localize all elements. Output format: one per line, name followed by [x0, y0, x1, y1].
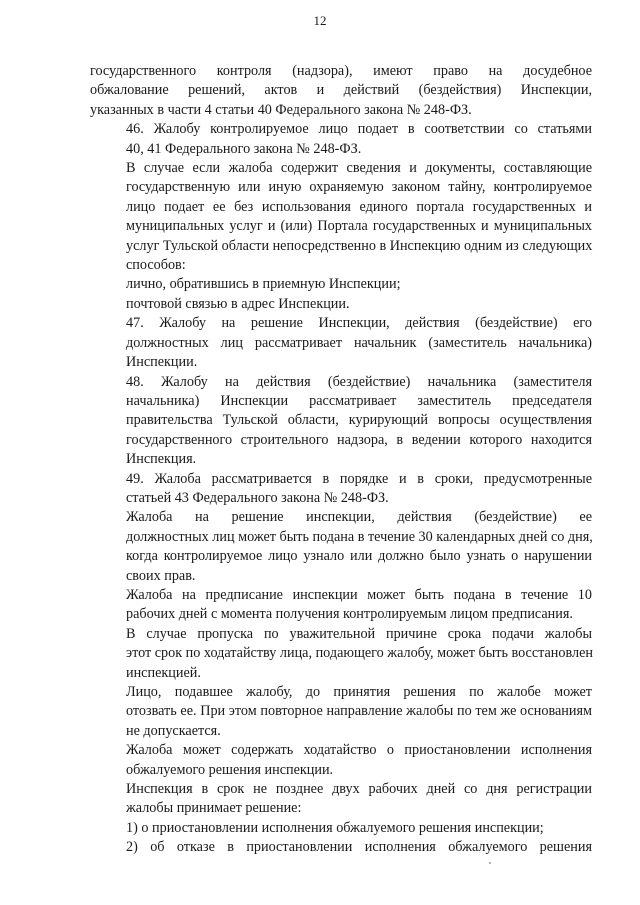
paragraph [90, 683, 592, 741]
text-line: 1) о приостановлении исполнения обжалуемого решения инспекции; [126, 819, 544, 836]
text-line: государственного контроля (надзора), имеют право на досудебное [90, 63, 592, 79]
paragraph [90, 275, 592, 294]
text-line: должностных лиц рассматривает начальник (заместитель начальника) [126, 334, 592, 351]
text-line: этот срок по ходатайству лица, подающего жалобу, может быть восстановлен [126, 645, 593, 662]
text-line: своих прав. [126, 567, 196, 584]
text-line: В случае если жалоба содержит сведения и документы, составляющие [126, 160, 592, 177]
paragraph [90, 373, 592, 470]
text-line: правительства Тульской области, курирующий вопросы осуществления [126, 412, 592, 429]
document-body [90, 62, 592, 858]
text-line: Жалоба на предписание инспекции может быть подана в течение 10 [126, 586, 592, 603]
text-line: лицо подает ее без использования единого портала государственных и [126, 198, 592, 215]
paragraph [90, 780, 592, 819]
text-line: почтовой связью в адрес Инспекции. [126, 295, 350, 312]
paragraph [90, 314, 592, 372]
text-line: Жалоба на решение инспекции, действия (бездействие) ее [126, 509, 592, 526]
scan-speck [489, 862, 491, 864]
text-line: Инспекция. [126, 451, 197, 468]
text-line: Инспекция в срок не позднее двух рабочих дней со дня регистрации [126, 781, 592, 798]
text-line: Инспекции. [126, 354, 198, 371]
text-line: 40, 41 Федерального закона № 248-ФЗ. [126, 140, 362, 157]
text-line: указанных в части 4 статьи 40 Федерального закона № 248-ФЗ. [90, 101, 472, 118]
paragraph [90, 741, 592, 780]
page-number: 12 [313, 13, 327, 28]
text-line: отозвать ее. При этом повторное направление жалобы по тем же основаниям [126, 703, 592, 720]
text-line: обжалуемого решения инспекции. [126, 761, 334, 778]
text-line: должностных лиц может быть подана в течение 30 календарных дней со дня, [126, 528, 593, 545]
text-line: государственного строительного надзора, в ведении которого находится [126, 431, 592, 448]
text-line: государственную или иную охраняемую законом тайну, контролируемое [126, 179, 592, 196]
text-line: начальника) Инспекции рассматривает заместитель председателя [126, 392, 592, 409]
text-line: инспекцией. [126, 664, 201, 681]
text-line: 47. Жалобу на решение Инспекции, действия (бездействие) его [126, 315, 592, 332]
text-line: 49. Жалоба рассматривается в порядке и в сроки, предусмотренные [126, 470, 592, 487]
paragraph [90, 159, 592, 275]
text-line: услуг Тульской области непосредственно в Инспекцию одним из следующих [126, 237, 593, 254]
text-line: Жалоба может содержать ходатайство о приостановлении исполнения [126, 742, 592, 759]
paragraph [90, 295, 592, 314]
text-line: 46. Жалобу контролируемое лицо подает в соответствии со статьями [126, 121, 592, 138]
text-line: жалобы принимает решение: [126, 800, 302, 817]
text-line: обжалование решений, актов и действий (бездействия) Инспекции, [90, 82, 592, 99]
text-line: когда контролируемое лицо узнало или должно было узнать о нарушении [126, 548, 592, 565]
text-line: муниципальных услуг и (или) Портала государственных и муниципальных [126, 218, 592, 235]
paragraph [90, 470, 592, 509]
paragraph [90, 819, 592, 838]
text-line: В случае пропуска по уважительной причине срока подачи жалобы [126, 625, 592, 642]
text-line: способов: [126, 257, 186, 274]
text-line: рабочих дней с момента получения контролируемым лицом предписания. [126, 606, 573, 623]
paragraph [90, 508, 592, 586]
paragraph [90, 838, 592, 857]
text-line: 48. Жалобу на действия (бездействие) начальника (заместителя [126, 373, 592, 390]
text-line: Лицо, подавшее жалобу, до принятия решения по жалобе может [126, 684, 592, 700]
paragraph [90, 62, 592, 120]
text-line: не допускается. [126, 722, 221, 739]
text-line: 2) об отказе в приостановлении исполнения обжалуемого решения [126, 839, 592, 856]
text-line: статьей 43 Федерального закона № 248-ФЗ. [126, 489, 389, 506]
text-line: лично, обратившись в приемную Инспекции; [126, 276, 401, 293]
paragraph [90, 625, 592, 683]
paragraph [90, 120, 592, 159]
paragraph [90, 586, 592, 625]
